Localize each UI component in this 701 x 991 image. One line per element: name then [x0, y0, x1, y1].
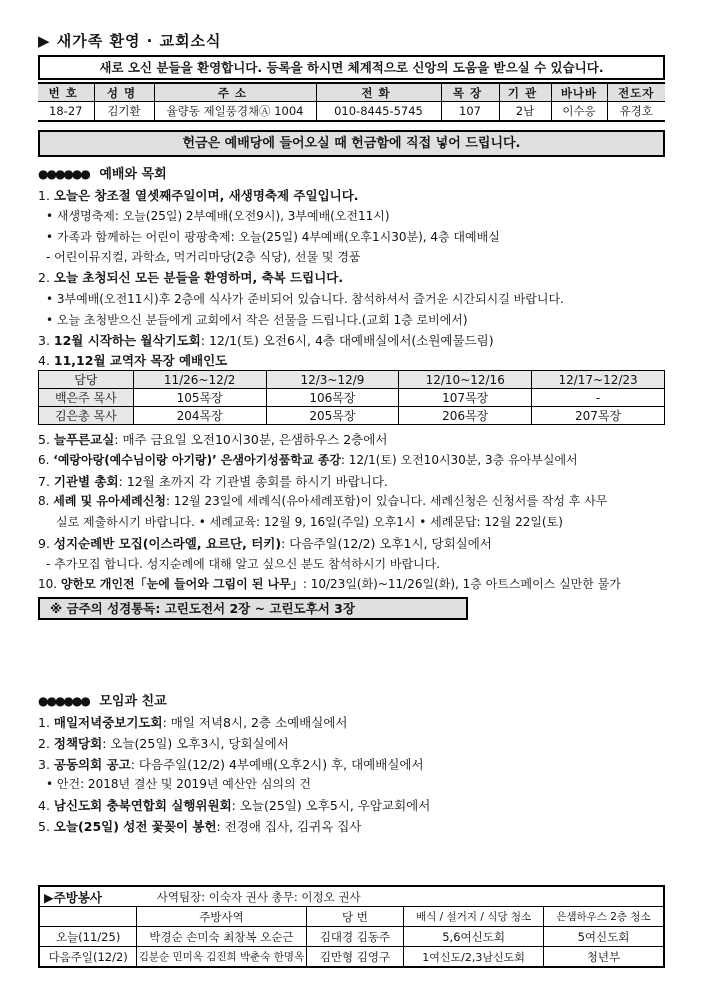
welcome-text: 새로 오신 분들을 환영합니다. 등록을 하시면 체계적으로 신앙의 도움을 받으실 수 있습니다. — [99, 60, 604, 75]
header-cell: 12/3~12/9 — [266, 371, 399, 389]
list-item — [38, 331, 494, 349]
header-cell: 당 번 — [306, 907, 404, 927]
item-detail: : 오늘(25일) 오후3시, 당회실에서 — [102, 736, 289, 751]
table-cell: 김분순 민미옥 김진희 박춘숙 한명옥 — [137, 947, 306, 968]
table-cell: 박경순 손미숙 최창복 오순근 — [137, 927, 306, 947]
header-organization: 기관 — [499, 83, 551, 102]
cell-mokjang: 107 — [441, 102, 499, 122]
item-heading: 양한모 개인전「눈에 들어와 그림이 된 나무」 — [60, 577, 303, 591]
item-detail: : 전경애 집사, 김귀옥 집사 — [216, 819, 362, 834]
bible-reading-text: ※ 금주의 성경통독: 고린도전서 2장 ~ 고린도후서 3장 — [50, 601, 355, 616]
cell-organization: 2남 — [499, 102, 551, 122]
list-item — [38, 451, 578, 468]
table-row — [39, 927, 664, 947]
table-cell: 106목장 — [266, 389, 399, 407]
cell-name: 김기환 — [94, 102, 154, 122]
item-detail: : 12월 초까지 각 기관별 총회를 하시기 바랍니다. — [118, 474, 388, 489]
list-item — [38, 534, 492, 552]
item-heading: 공동의회 공고 — [53, 757, 131, 772]
dots-icon: ●●●●●● — [38, 694, 89, 708]
cell-number: 18-27 — [38, 102, 94, 122]
sub-item: - 추가모집 합니다. 성지순례에 대해 알고 싶으신 분도 참석하시기 바랍니다. — [46, 557, 441, 571]
item-detail: : 오늘(25일) 오후5시, 우암교회에서 — [231, 798, 431, 813]
header-cell: 담당 — [39, 371, 134, 389]
table-cell: 107목장 — [399, 389, 532, 407]
list-item — [38, 755, 424, 773]
item-detail: : 다음주일(12/2) 오후1시, 당회실에서 — [281, 536, 492, 551]
header-cell — [39, 907, 137, 927]
item-number: 8. — [38, 494, 54, 508]
list-item — [38, 268, 343, 286]
item-number: 5. — [38, 819, 54, 834]
list-item — [38, 472, 388, 490]
item-number: 10. — [38, 577, 61, 591]
item-number: 5. — [38, 432, 54, 447]
sub-item: - 어린이뮤지컬, 과학쇼, 먹거리마당(2층 식당), 선물 및 경품 — [46, 250, 361, 264]
table-cell: 207목장 — [532, 407, 665, 425]
header-evangelist: 전도자 — [607, 83, 665, 102]
table-cell: 206목장 — [399, 407, 532, 425]
kitchen-title: ▶주방봉사 — [39, 886, 137, 907]
item-number: 7. — [38, 474, 54, 489]
schedule-header-row — [39, 371, 665, 389]
table-cell: 105목장 — [133, 389, 266, 407]
header-cell: 배식 / 설거지 / 식당 청소 — [404, 907, 544, 927]
item-number: 1. — [38, 715, 54, 730]
section-header-worship — [38, 163, 167, 182]
item-heading: 정책당회 — [53, 736, 103, 751]
cell-phone: 010-8445-5745 — [316, 102, 441, 122]
header-barnabas: 바나바 — [551, 83, 607, 102]
welcome-banner — [38, 55, 665, 80]
header-cell: 12/10~12/16 — [399, 371, 532, 389]
item-detail: : 다음주일(12/2) 4부예배(오후2시) 후, 대예배실에서 — [130, 757, 424, 772]
item-number: 6. — [38, 453, 54, 467]
item-number: 2. — [38, 270, 54, 285]
offering-notice — [38, 130, 665, 157]
item-detail: : 매주 금요일 오전10시30분, 은샘하우스 2층에서 — [114, 432, 388, 447]
item-detail: : 12월 23일에 세례식(유아세례포함)이 있습니다. 세례신청은 신청서를 작성 후 사무 — [165, 494, 608, 508]
header-name: 성명 — [94, 83, 154, 102]
cell-barnabas: 이수응 — [551, 102, 607, 122]
table-cell: 김대경 김동주 — [306, 927, 404, 947]
mokjang-schedule-table — [38, 370, 665, 425]
registration-table — [38, 82, 665, 122]
section-title-worship: 예배와 목회 — [99, 167, 167, 182]
item-heading: 11,12월 교역자 목장 예배인도 — [53, 353, 228, 368]
header-phone: 전화 — [316, 83, 441, 102]
header-mokjang: 목장 — [441, 83, 499, 102]
table-row — [39, 947, 664, 968]
item-heading: 오늘 초청되신 모든 분들을 환영하며, 축복 드립니다. — [53, 270, 344, 285]
page-title: ▶ 새가족 환영 · 교회소식 — [38, 32, 222, 50]
table-cell: 205목장 — [266, 407, 399, 425]
sub-item: • 새생명축제: 오늘(25일) 2부예배(오전9시), 3부예배(오전11시) — [46, 209, 390, 223]
item-detail: : 12/1(토) 오전6시, 4층 대예배실에서(소원예물드림) — [200, 333, 494, 348]
table-cell: 다음주일(12/2) — [39, 947, 137, 968]
list-item — [38, 351, 227, 369]
pastor-cell: 백은주 목사 — [39, 389, 134, 407]
pastor-cell: 김은총 목사 — [39, 407, 134, 425]
table-cell: 오늘(11/25) — [39, 927, 137, 947]
item-number: 3. — [38, 757, 54, 772]
header-cell: 12/17~12/23 — [532, 371, 665, 389]
header-cell: 11/26~12/2 — [133, 371, 266, 389]
list-item — [38, 796, 430, 814]
kitchen-header-row — [39, 907, 664, 927]
sub-item: • 오늘 초청받으신 분들에게 교회에서 작은 선물을 드립니다.(교회 1층 로비에서) — [46, 313, 468, 327]
item-detail: : 10/23일(화)~11/26일(화), 1층 아트스페이스 실만한 물가 — [302, 577, 621, 591]
table-cell: 김만형 김영구 — [306, 947, 404, 968]
table-cell: - — [532, 389, 665, 407]
list-item — [38, 713, 347, 731]
section-header-fellowship — [38, 690, 167, 709]
list-item — [38, 492, 607, 509]
item-number: 1. — [38, 188, 54, 203]
item-heading: 성지순례반 모집(이스라엘, 요르단, 터키) — [53, 536, 282, 551]
item-number: 4. — [38, 353, 54, 368]
registration-header-row — [38, 83, 665, 102]
table-row — [38, 102, 665, 122]
header-cell: 주방사역 — [137, 907, 306, 927]
table-cell: 5여신도회 — [543, 927, 664, 947]
item-heading: 오늘은 창조절 열셋째주일이며, 새생명축제 주일입니다. — [53, 188, 359, 203]
item-heading: 12월 시작하는 월삭기도회 — [53, 333, 201, 348]
item-number: 2. — [38, 736, 54, 751]
item-heading: 늘푸른교실 — [53, 432, 115, 447]
list-item — [38, 817, 361, 835]
table-row — [39, 407, 665, 425]
dots-icon: ●●●●●● — [38, 167, 89, 181]
cell-evangelist: 유경호 — [607, 102, 665, 122]
item-heading: ‘예랑아랑(예수님이랑 아기랑)’ 은샘아기성품학교 종강 — [53, 453, 341, 467]
sub-item: • 3부예배(오전11시)후 2층에 식사가 준비되어 있습니다. 참석하셔서 즐거운 시간되시길 바랍니다. — [46, 292, 564, 306]
item-detail: : 매일 저녁8시, 2층 소예배실에서 — [162, 715, 348, 730]
list-item — [38, 575, 621, 592]
header-cell: 은샘하우스 2층 청소 — [543, 907, 664, 927]
kitchen-staff: 사역팀장: 이숙자 권사 총무: 이정오 권사 — [137, 886, 664, 907]
kitchen-service-table — [38, 885, 665, 968]
item-heading: 세례 및 유아세례신청 — [53, 494, 166, 508]
bible-reading-banner — [38, 597, 468, 620]
table-cell: 청년부 — [543, 947, 664, 968]
sub-item: • 안건: 2018년 결산 및 2019년 예산안 심의의 건 — [46, 777, 312, 791]
list-item — [38, 186, 359, 204]
list-item — [38, 734, 289, 752]
item-heading: 매일저녁중보기도회 — [53, 715, 163, 730]
item-heading: 오늘(25일) 성전 꽃꽂이 봉헌 — [53, 819, 217, 834]
table-cell: 204목장 — [133, 407, 266, 425]
item-heading: 남신도회 충북연합회 실행위원회 — [53, 798, 232, 813]
item-number: 3. — [38, 333, 54, 348]
item-number: 9. — [38, 536, 54, 551]
item-continuation: 실로 제출하시기 바랍니다. • 세례교육: 12월 9, 16일(주일) 오후1시 • 세례문답: 12월 22일(토) — [56, 515, 563, 529]
section-title-fellowship: 모임과 친교 — [99, 694, 167, 709]
kitchen-title-row — [39, 886, 664, 907]
item-number: 4. — [38, 798, 54, 813]
header-number: 번호 — [38, 83, 94, 102]
sub-item: • 가족과 함께하는 어린이 팡팡축제: 오늘(25일) 4부예배(오후1시30분), 4층 대예배실 — [46, 230, 500, 244]
table-row — [39, 389, 665, 407]
header-address: 주소 — [154, 83, 316, 102]
list-item — [38, 430, 387, 448]
offering-notice-text: 헌금은 예배당에 들어오실 때 헌금함에 직접 넣어 드립니다. — [182, 136, 521, 151]
table-cell: 1여신도/2,3남신도회 — [404, 947, 544, 968]
cell-address: 율량동 제일풍경채Ⓐ 1004 — [154, 102, 316, 122]
table-cell: 5,6여신도회 — [404, 927, 544, 947]
item-heading: 기관별 총회 — [53, 474, 119, 489]
item-detail: : 12/1(토) 오전10시30분, 3층 유아부실에서 — [340, 453, 578, 467]
